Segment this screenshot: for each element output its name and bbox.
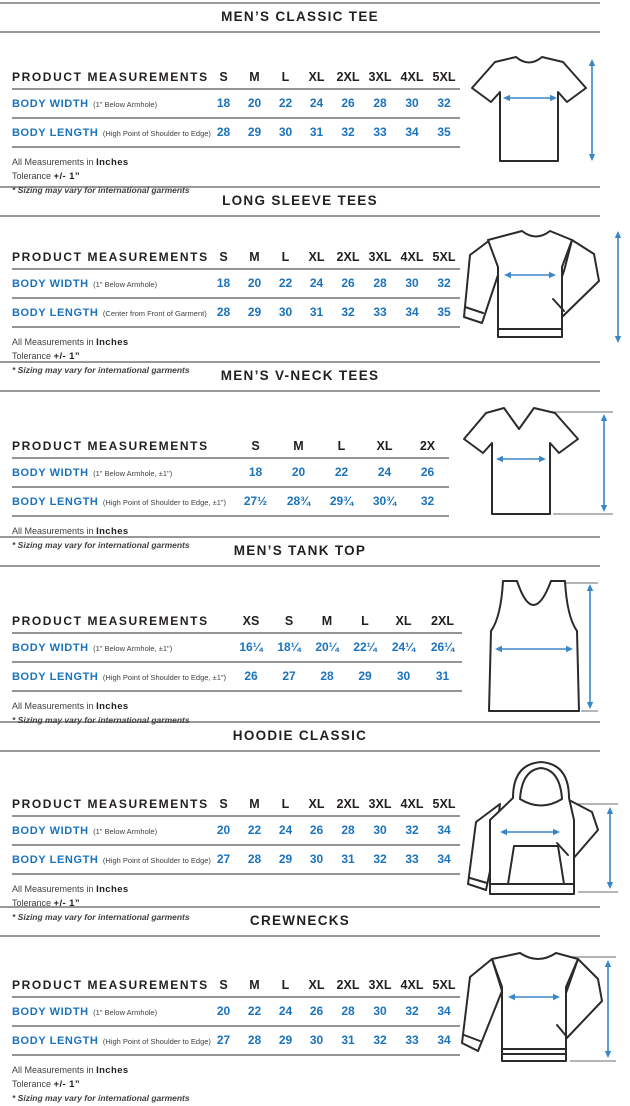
value-cell: 31 <box>309 125 324 139</box>
size-column-header: L <box>337 439 346 453</box>
row-label: BODY LENGTH <box>12 307 99 319</box>
value-cell: 35 <box>437 125 451 139</box>
measurements-table <box>12 247 460 328</box>
value-cell: 28 <box>341 823 355 837</box>
size-column-header: XL <box>395 614 412 628</box>
value-cell: 22 <box>278 96 293 110</box>
row-label: BODY WIDTH <box>12 642 89 654</box>
size-column-header: XL <box>308 797 325 811</box>
value-cell: 24 <box>377 465 392 479</box>
table-header-row <box>12 794 460 816</box>
row-label: BODY LENGTH <box>12 496 99 508</box>
value-cell: 30 <box>405 276 419 290</box>
size-column-header: M <box>249 250 260 264</box>
measurements-table <box>12 794 460 875</box>
size-column-header: 5XL <box>432 978 456 992</box>
value-cell: 24¼ <box>391 640 416 654</box>
row-label-note: (1" Below Armhole) <box>93 280 158 289</box>
value-cell: 32 <box>420 494 435 508</box>
value-cell: 18 <box>216 96 231 110</box>
length-arrow <box>605 960 611 1058</box>
size-column-header: S <box>219 250 228 264</box>
long-sleeve-tee-illustration <box>460 221 628 359</box>
table-header-row <box>12 67 460 89</box>
row-label-note: (1" Below Armhole) <box>93 827 158 836</box>
measurements-table <box>12 975 460 1056</box>
row-label-note: (High Point of Shoulder to Edge, ±1") <box>102 498 227 507</box>
row-label-note: (1" Below Armhole) <box>93 100 158 109</box>
table-header-row <box>12 247 460 269</box>
value-cell: 22¼ <box>353 640 377 654</box>
table-header-row <box>12 436 449 458</box>
section-title: HOODIE CLASSIC <box>232 728 368 743</box>
size-column-header: XS <box>242 614 260 628</box>
table-row-body-width <box>12 269 460 298</box>
table-row-body-length <box>12 662 462 691</box>
product-measurements-header: PRODUCT MEASUREMENTS <box>12 439 209 453</box>
section-long-sleeve-tees <box>0 186 600 375</box>
table-row-body-width <box>12 633 462 662</box>
garment-outline <box>472 57 586 161</box>
value-cell: 28 <box>216 125 231 139</box>
value-cell: 28 <box>320 669 334 683</box>
value-cell: 22 <box>247 823 262 837</box>
measurements-note: All Measurements in Inches <box>12 337 129 348</box>
value-cell: 35 <box>437 305 451 319</box>
row-label: BODY WIDTH <box>12 467 89 479</box>
value-cell: 26 <box>244 669 258 683</box>
measurements-table <box>12 611 462 692</box>
value-cell: 32 <box>373 1033 387 1047</box>
value-cell: 20 <box>247 96 262 110</box>
value-cell: 27 <box>282 669 296 683</box>
size-column-header: XL <box>308 978 325 992</box>
value-cell: 33 <box>405 852 419 866</box>
sizing-note: * Sizing may vary for international garments <box>12 540 190 550</box>
length-arrow <box>607 807 613 889</box>
value-cell: 30 <box>396 669 411 683</box>
value-cell: 29 <box>278 852 293 866</box>
tolerance-note: Tolerance +/- 1” <box>12 898 80 909</box>
row-label-note: (Center from Front of Garment) <box>102 309 207 318</box>
measurements-note: All Measurements in Inches <box>12 884 129 895</box>
value-cell: 24 <box>278 1004 293 1018</box>
value-cell: 30 <box>278 305 293 319</box>
value-cell: 30 <box>278 125 293 139</box>
size-column-header: 5XL <box>432 797 456 811</box>
kangaroo-pocket <box>508 846 564 884</box>
value-cell: 26 <box>420 465 435 479</box>
row-label: BODY WIDTH <box>12 825 89 837</box>
table-row-body-length <box>12 298 460 327</box>
row-label-note: (High Point of Shoulder to Edge) <box>102 129 211 138</box>
size-column-header: S <box>219 797 228 811</box>
value-cell: 29 <box>358 669 372 683</box>
tolerance-note: Tolerance +/- 1” <box>12 1079 80 1090</box>
value-cell: 32 <box>341 305 355 319</box>
section-v-neck-tees <box>0 361 600 550</box>
row-label: BODY WIDTH <box>12 278 89 290</box>
value-cell: 34 <box>437 1004 451 1018</box>
garment-outline <box>492 953 578 1061</box>
section-crewnecks <box>0 906 600 1103</box>
value-cell: 26 <box>309 823 324 837</box>
size-column-header: M <box>249 70 260 84</box>
value-cell: 22 <box>247 1004 262 1018</box>
sizing-note: * Sizing may vary for international garments <box>12 715 190 725</box>
section-classic-tee <box>0 2 600 195</box>
size-column-header: XL <box>308 70 325 84</box>
size-column-header: 5XL <box>432 250 456 264</box>
value-cell: 28 <box>341 1004 355 1018</box>
hoodie-illustration <box>460 754 622 906</box>
measurements-note: All Measurements in Inches <box>12 1065 129 1076</box>
measurements-table <box>12 67 460 148</box>
size-column-header: 2XL <box>336 978 360 992</box>
value-cell: 26 <box>341 276 355 290</box>
table-row-body-width <box>12 816 460 845</box>
value-cell: 29¾ <box>329 494 354 508</box>
tank-top-illustration <box>462 571 602 719</box>
value-cell: 28 <box>247 1033 262 1047</box>
section-tank-top <box>0 536 600 725</box>
value-cell: 28 <box>373 96 387 110</box>
value-cell: 29 <box>247 125 262 139</box>
table-header-row <box>12 611 462 633</box>
row-label: BODY LENGTH <box>12 127 99 139</box>
size-column-header: 3XL <box>368 250 392 264</box>
sizing-note: * Sizing may vary for international garments <box>12 185 190 195</box>
value-cell: 30 <box>373 823 387 837</box>
classic-tee-illustration <box>460 49 598 171</box>
value-cell: 32 <box>405 1004 419 1018</box>
garment-outline <box>464 408 578 514</box>
value-cell: 20 <box>247 276 262 290</box>
value-cell: 24 <box>278 823 293 837</box>
value-cell: 31 <box>341 1033 355 1047</box>
value-cell: 34 <box>405 305 419 319</box>
size-column-header: 4XL <box>400 70 424 84</box>
value-cell: 33 <box>373 305 387 319</box>
value-cell: 32 <box>373 852 387 866</box>
size-column-header: 2XL <box>336 250 360 264</box>
sizing-note: * Sizing may vary for international garments <box>12 365 190 375</box>
size-column-header: 4XL <box>400 797 424 811</box>
value-cell: 29 <box>247 305 262 319</box>
length-arrow <box>587 584 593 709</box>
row-label-note: (1" Below Armhole) <box>93 1008 158 1017</box>
value-cell: 22 <box>334 465 349 479</box>
value-cell: 34 <box>437 852 451 866</box>
row-label-note: (1" Below Armhole, ±1") <box>93 469 173 478</box>
row-label: BODY LENGTH <box>12 671 99 683</box>
value-cell: 32 <box>437 276 451 290</box>
value-cell: 20 <box>216 1004 231 1018</box>
measurements-note: All Measurements in Inches <box>12 701 129 712</box>
value-cell: 28¾ <box>286 494 311 508</box>
table-row-body-length <box>12 1026 460 1055</box>
size-column-header: 4XL <box>400 978 424 992</box>
value-cell: 31 <box>341 852 355 866</box>
value-cell: 27 <box>216 852 231 866</box>
value-cell: 32 <box>437 96 451 110</box>
value-cell: 30 <box>373 1004 387 1018</box>
size-column-header: S <box>219 978 228 992</box>
garment-outline <box>489 581 579 711</box>
length-arrow <box>601 414 607 512</box>
value-cell: 20 <box>216 823 231 837</box>
table-row-body-length <box>12 845 460 874</box>
size-column-header: M <box>293 439 304 453</box>
row-label-note: (High Point of Shoulder to Edge) <box>102 856 211 865</box>
table-row-body-width <box>12 458 449 487</box>
product-measurements-header: PRODUCT MEASUREMENTS <box>12 978 209 992</box>
length-arrow <box>589 59 595 161</box>
section-title: LONG SLEEVE TEES <box>222 193 378 208</box>
value-cell: 32 <box>405 823 419 837</box>
size-column-header: M <box>249 797 260 811</box>
size-column-header: XL <box>376 439 393 453</box>
section-title: MEN’S V-NECK TEES <box>220 368 380 383</box>
size-column-header: L <box>281 70 290 84</box>
row-label-note: (High Point of Shoulder to Edge, ±1") <box>102 673 227 682</box>
size-column-header: M <box>321 614 333 628</box>
size-column-header: 3XL <box>368 70 392 84</box>
section-title: MEN’S TANK TOP <box>233 543 367 558</box>
tolerance-note: Tolerance +/- 1” <box>12 171 80 182</box>
value-cell: 34 <box>437 823 451 837</box>
footnotes <box>12 157 460 195</box>
product-measurements-header: PRODUCT MEASUREMENTS <box>12 70 209 84</box>
value-cell: 34 <box>437 1033 451 1047</box>
size-column-header: L <box>281 978 290 992</box>
value-cell: 26 <box>341 96 355 110</box>
size-column-header: 4XL <box>400 250 424 264</box>
size-column-header: XL <box>308 250 325 264</box>
value-cell: 31 <box>309 305 324 319</box>
value-cell: 26¼ <box>430 640 455 654</box>
length-arrow <box>615 231 621 343</box>
value-cell: 34 <box>405 125 419 139</box>
product-measurements-header: PRODUCT MEASUREMENTS <box>12 614 209 628</box>
row-label-note: (1" Below Armhole, ±1") <box>93 644 173 653</box>
row-label: BODY WIDTH <box>12 98 89 110</box>
value-cell: 28 <box>247 852 262 866</box>
value-cell: 31 <box>435 669 450 683</box>
table-row-body-width <box>12 997 460 1026</box>
section-title: CREWNECKS <box>249 913 351 928</box>
size-column-header: S <box>219 70 228 84</box>
table-row-body-width <box>12 89 460 118</box>
row-label-note: (High Point of Shoulder to Edge) <box>102 1037 211 1046</box>
section-title: MEN’S CLASSIC TEE <box>221 9 379 24</box>
measurements-table <box>12 436 449 517</box>
value-cell: 29 <box>278 1033 293 1047</box>
value-cell: 27½ <box>243 494 268 508</box>
product-measurements-header: PRODUCT MEASUREMENTS <box>12 250 209 264</box>
value-cell: 30¾ <box>372 494 397 508</box>
size-column-header: 2X <box>419 439 436 453</box>
footnotes <box>12 526 449 550</box>
section-title-band <box>0 2 600 33</box>
value-cell: 28 <box>373 276 387 290</box>
v-neck-tee-illustration <box>449 396 619 524</box>
value-cell: 18¼ <box>277 640 301 654</box>
row-label: BODY WIDTH <box>12 1006 89 1018</box>
value-cell: 22 <box>278 276 293 290</box>
value-cell: 30 <box>309 1033 324 1047</box>
value-cell: 27 <box>216 1033 231 1047</box>
size-column-header: 2XL <box>336 797 360 811</box>
value-cell: 16¼ <box>239 640 263 654</box>
garment-outline <box>488 231 572 337</box>
size-column-header: S <box>284 614 294 628</box>
measurements-note: All Measurements in Inches <box>12 157 129 168</box>
size-column-header: L <box>281 797 290 811</box>
size-column-header: L <box>361 614 369 628</box>
value-cell: 18 <box>216 276 231 290</box>
value-cell: 33 <box>373 125 387 139</box>
product-measurements-header: PRODUCT MEASUREMENTS <box>12 797 209 811</box>
sizing-note: * Sizing may vary for international garments <box>12 1093 190 1103</box>
size-column-header: L <box>281 250 290 264</box>
size-column-header: S <box>251 439 260 453</box>
tolerance-note: Tolerance +/- 1” <box>12 351 80 362</box>
size-column-header: 3XL <box>368 978 392 992</box>
value-cell: 26 <box>309 1004 324 1018</box>
row-label: BODY LENGTH <box>12 854 99 866</box>
value-cell: 33 <box>405 1033 419 1047</box>
sizing-note: * Sizing may vary for international garments <box>12 912 190 922</box>
footnotes <box>12 701 462 725</box>
value-cell: 20¼ <box>315 640 339 654</box>
size-column-header: 5XL <box>432 70 456 84</box>
value-cell: 18 <box>248 465 263 479</box>
crewneck-illustration <box>460 941 622 1073</box>
value-cell: 20 <box>291 465 306 479</box>
measurements-note: All Measurements in Inches <box>12 526 129 537</box>
row-label: BODY LENGTH <box>12 1035 99 1047</box>
size-column-header: 3XL <box>368 797 392 811</box>
footnotes <box>12 884 460 922</box>
value-cell: 32 <box>341 125 355 139</box>
table-row-body-length <box>12 487 449 516</box>
value-cell: 24 <box>309 96 324 110</box>
size-column-header: M <box>249 978 260 992</box>
size-column-header: 2XL <box>336 70 360 84</box>
value-cell: 24 <box>309 276 324 290</box>
value-cell: 30 <box>309 852 324 866</box>
value-cell: 28 <box>216 305 231 319</box>
value-cell: 30 <box>405 96 419 110</box>
size-column-header: 2XL <box>431 614 454 628</box>
footnotes <box>12 1065 460 1103</box>
table-row-body-length <box>12 118 460 147</box>
table-header-row <box>12 975 460 997</box>
